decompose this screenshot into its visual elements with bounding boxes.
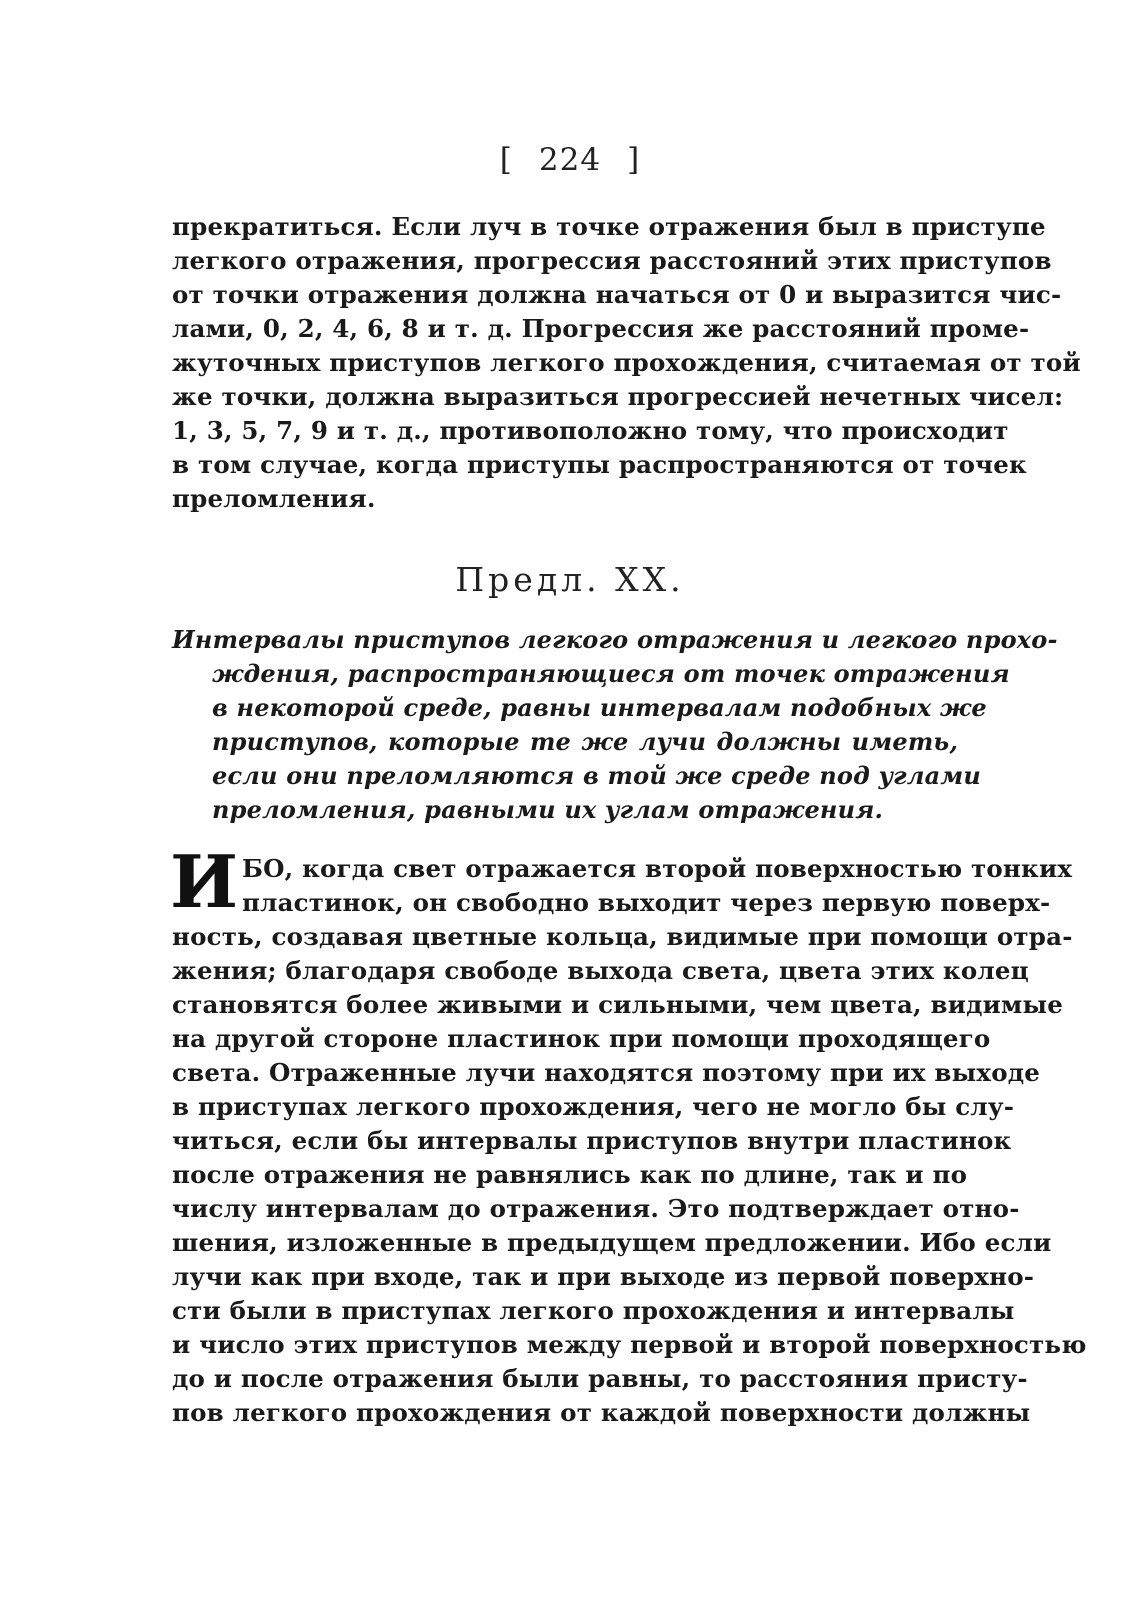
text-line: жения; благодаря свободе выхода света, цвета этих колец	[172, 956, 1029, 985]
proposition-line: приступов, которые те же лучи должны иметь,	[212, 727, 958, 756]
proposition-line: Интервалы приступов легкого отражения и легкого прохо-	[172, 625, 1058, 654]
text-line: лучи как при входе, так и при выходе из первой поверхно-	[172, 1262, 1035, 1291]
text-line: в том случае, когда приступы распространяются от точек	[172, 450, 1027, 479]
text-line: жуточных приступов легкого прохождения, считаемая от той	[172, 348, 1081, 377]
text-line: от точки отражения должна начаться от 0 и выразится чис-	[172, 280, 1062, 309]
paragraph-body	[172, 852, 1087, 1430]
text-line: числу интервалам до отражения. Это подтверждает отно-	[172, 1194, 1020, 1223]
proposition-line: преломления, равными их углам отражения.	[212, 795, 884, 824]
text-line: и число этих приступов между первой и второй поверхностью	[172, 1330, 1087, 1359]
text-line: легкого отражения, прогрессия расстояний этих приступов	[172, 246, 1052, 275]
proposition-heading: Предл. XX.	[455, 560, 685, 599]
text-line: же точки, должна выразиться прогрессией нечетных чисел:	[172, 382, 1064, 411]
proposition-line: если они преломляются в той же среде под углами	[212, 761, 982, 790]
text-line: становятся более живыми и сильными, чем цвета, видимые	[172, 990, 1064, 1019]
text-line: после отражения не равнялись как по длине, так и по	[172, 1160, 968, 1189]
drop-cap: И	[170, 839, 239, 924]
text-line: света. Отраженные лучи находятся поэтому при их выходе	[172, 1058, 1041, 1087]
text-line: преломления.	[172, 484, 376, 513]
text-line: пов легкого прохождения от каждой поверхности должны	[172, 1398, 1031, 1427]
proposition-statement	[172, 623, 1058, 827]
bracket-open: [	[499, 142, 513, 178]
text-line: 1, 3, 5, 7, 9 и т. д., противоположно тому, что происходит	[172, 416, 1009, 445]
text-line: на другой стороне пластинок при помощи проходящего	[172, 1024, 991, 1053]
bracket-close: ]	[627, 142, 641, 178]
page-number-value: 224	[538, 142, 602, 178]
proposition-line: в некоторой среде, равны интервалам подобных же	[212, 693, 987, 722]
text-line: читься, если бы интервалы приступов внутри пластинок	[172, 1126, 1012, 1155]
text-line: в приступах легкого прохождения, чего не могло бы слу-	[172, 1092, 1015, 1121]
text-line: до и после отражения были равны, то расстояния присту-	[172, 1364, 1028, 1393]
proposition-line: ждения, распространяющиеся от точек отражения	[212, 659, 1010, 688]
text-line: БО, когда свет отражается второй поверхностью тонких	[242, 854, 1073, 883]
text-line: шения, изложенные в предыдущем предложении. Ибо если	[172, 1228, 1052, 1257]
text-line: сти были в приступах легкого прохождения и интервалы	[172, 1296, 1015, 1325]
text-line: лами, 0, 2, 4, 6, 8 и т. д. Прогрессия же расстояний проме-	[172, 314, 1030, 343]
page-number	[0, 142, 1140, 178]
text-line: прекратиться. Если луч в точке отражения был в приступе	[172, 212, 1046, 241]
text-line: пластинок, он свободно выходит через первую поверх-	[242, 888, 1051, 917]
paragraph-continuation	[172, 210, 1081, 516]
text-line: ность, создавая цветные кольца, видимые при помощи отра-	[172, 922, 1073, 951]
